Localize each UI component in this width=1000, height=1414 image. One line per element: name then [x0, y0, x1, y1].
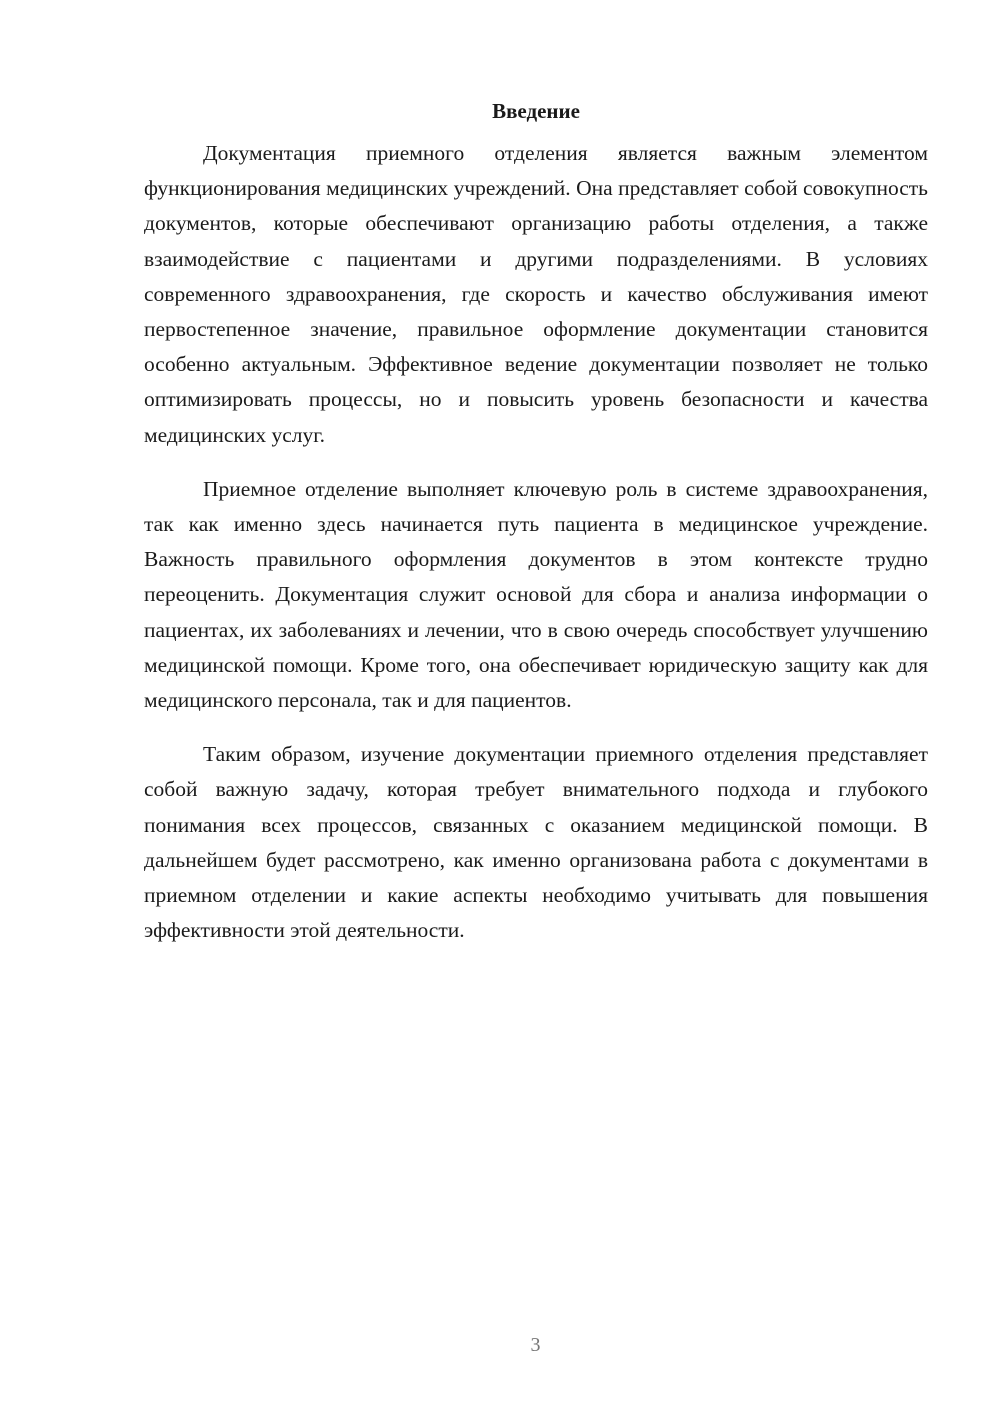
paragraph-2: Приемное отделение выполняет ключевую роль в системе здравоохранения, так как именно здесь начинается путь пациента в медицинское учреждение. Важность правильного оформления документов в этом контексте трудно переоценить. Документация служит основой для сбора и анализа информации о пациентах, их заболеваниях и лечении, что в свою очередь способствует улучшению медицинской помощи. Кроме того, она обеспечивает юридическую защиту как для медицинского персонала, так и для пациентов. — [144, 476, 928, 713]
paragraph-3: Таким образом, изучение документации приемного отделения представляет собой важную задачу, которая требует внимательного подхода и глубокого понимания всех процессов, связанных с оказанием медицинской помощи. В дальнейшем будет рассмотрено, как именно организована работа с документами в приемном отделении и какие аспекты необходимо учитывать для повышения эффективности этой деятельности. — [144, 742, 928, 943]
paragraph-1: Документация приемного отделения является важным элементом функционирования медицинских учреждений. Она представляет собой совокупность документов, которые обеспечивают организацию работы отделения, а также взаимодействие с пациентами и другими подразделениями. В условиях современного здравоохранения, где скорость и качество обслуживания имеют первостепенное значение, правильное оформление документации становится особенно актуальным. Эффективное ведение документации позволяет не только оптимизировать процессы, но и повысить уровень безопасности и качества медицинских услуг. — [144, 141, 928, 447]
page-content — [144, 96, 928, 967]
page-title: Введение — [492, 99, 580, 123]
page-number: 3 — [530, 1334, 541, 1356]
